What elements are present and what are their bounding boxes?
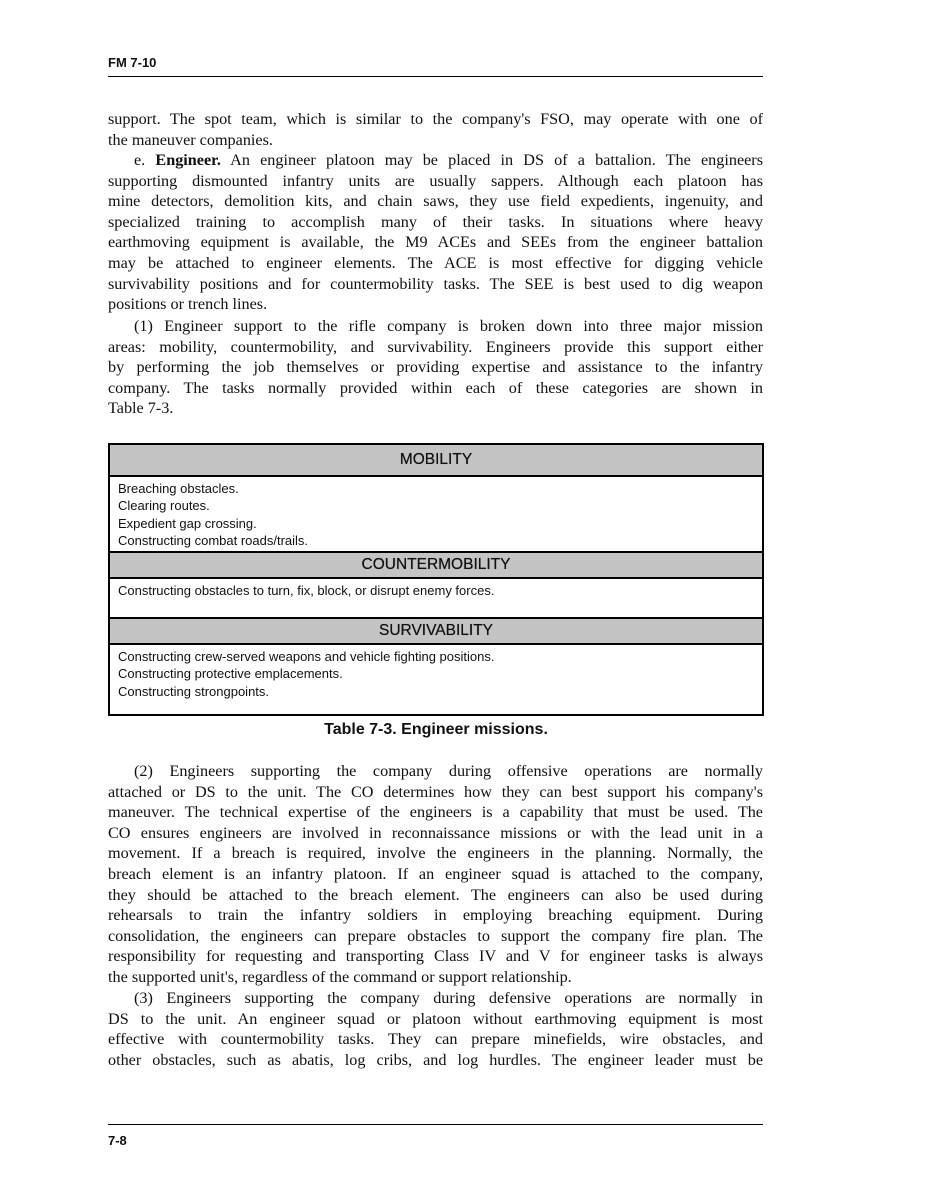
table-caption: Table 7-3. Engineer missions. [324, 721, 548, 738]
text-line: specialized training to accomplish many of their tasks. In situations where heavy [108, 212, 763, 231]
table-heading-countermobility: COUNTERMOBILITY [109, 552, 763, 578]
table-cell-countermobility [109, 578, 763, 618]
text-line: breach element is an infantry platoon. If an engineer squad is attached to the company, [108, 864, 763, 883]
paragraph-label: e. [134, 151, 156, 169]
table-item: Constructing crew-served weapons and vehicle fighting positions. [118, 649, 495, 664]
text-line: the supported unit's, regardless of the command or support relationship. [108, 967, 572, 986]
table-cell-survivability [109, 644, 763, 715]
paragraph-engineer [108, 150, 763, 315]
table-item: Expedient gap crossing. [118, 515, 257, 531]
footer-rule [108, 1124, 763, 1125]
text-line: (1) Engineer support to the rifle company is broken down into three major mission [134, 317, 763, 335]
table-item: Clearing routes. [118, 498, 210, 514]
paragraph-3 [108, 988, 763, 1070]
text-line: may be attached to engineer elements. The ACE is most effective for digging vehicle [108, 253, 763, 272]
text-line: company. The tasks normally provided within each of these categories are shown in [108, 378, 763, 397]
text-line: movement. If a breach is required, involve the engineers in the planning. Normally, the [108, 844, 763, 863]
text-line: (3) Engineers supporting the company during defensive operations are normally in [134, 989, 763, 1007]
text-line: responsibility for requesting and transporting Class IV and V for engineer tasks is always [108, 947, 763, 966]
table-cell-mobility [109, 476, 763, 552]
text-line: positions or trench lines. [108, 295, 268, 314]
text-line: mine detectors, demolition kits, and chain saws, they use field expedients, ingenuity, and [108, 192, 763, 211]
table-item: Breaching obstacles. [118, 481, 239, 496]
paragraph-1 [108, 316, 763, 419]
paragraph-title: Engineer. [155, 151, 221, 169]
table-item: Constructing strongpoints. [118, 683, 270, 699]
page-number: 7-8 [108, 1133, 127, 1148]
text-line: they should be attached to the breach element. The engineers can also be used during [108, 885, 763, 904]
table-heading-mobility: MOBILITY [109, 444, 763, 476]
header-rule [108, 76, 763, 77]
text-line: DS to the unit. An engineer squad or platoon without earthmoving equipment is most [108, 1009, 763, 1028]
text-line: the maneuver companies. [108, 130, 273, 149]
text-line: attached or DS to the unit. The CO determines how they can best support his company's [108, 782, 763, 801]
table-heading-survivability: SURVIVABILITY [109, 618, 763, 644]
text-line: supporting dismounted infantry units are usually sappers. Although each platoon has [108, 171, 763, 190]
engineer-missions-table [108, 443, 764, 716]
text-line: support. The spot team, which is similar to the company's FSO, may operate with one of [108, 110, 763, 128]
text-line: Table 7-3. [108, 399, 174, 418]
text-line: e. Engineer. An engineer platoon may be placed in DS of a battalion. The engineers [134, 151, 764, 169]
table-item: Constructing protective emplacements. [118, 666, 343, 682]
paragraph-intro [108, 109, 763, 150]
text-line: consolidation, the engineers can prepare obstacles to support the company fire plan. The [108, 926, 763, 945]
text-line: areas: mobility, countermobility, and survivability. Engineers provide this support either [108, 337, 763, 356]
text-line: (2) Engineers supporting the company during offensive operations are normally [134, 762, 763, 780]
table-item: Constructing obstacles to turn, fix, block, or disrupt enemy forces. [118, 583, 495, 598]
text-line: CO ensures engineers are involved in reconnaissance missions or with the lead unit in a [108, 823, 763, 842]
text-line: rehearsals to train the infantry soldiers in employing breaching equipment. During [108, 906, 763, 925]
running-header: FM 7-10 [108, 55, 157, 70]
text-line: by performing the job themselves or providing expertise and assistance to the infantry [108, 358, 763, 377]
paragraph-2 [108, 761, 763, 988]
text-line: maneuver. The technical expertise of the engineers is a capability that must be used. The [108, 803, 763, 822]
text-line: survivability positions and for countermobility tasks. The SEE is best used to dig weapon [108, 274, 763, 293]
text-line: earthmoving equipment is available, the M9 ACEs and SEEs from the engineer battalion [108, 233, 763, 252]
table-item: Constructing combat roads/trails. [118, 533, 309, 549]
text-line: other obstacles, such as abatis, log cribs, and log hurdles. The engineer leader must be [108, 1050, 763, 1069]
text-line: effective with countermobility tasks. They can prepare minefields, wire obstacles, and [108, 1030, 763, 1049]
